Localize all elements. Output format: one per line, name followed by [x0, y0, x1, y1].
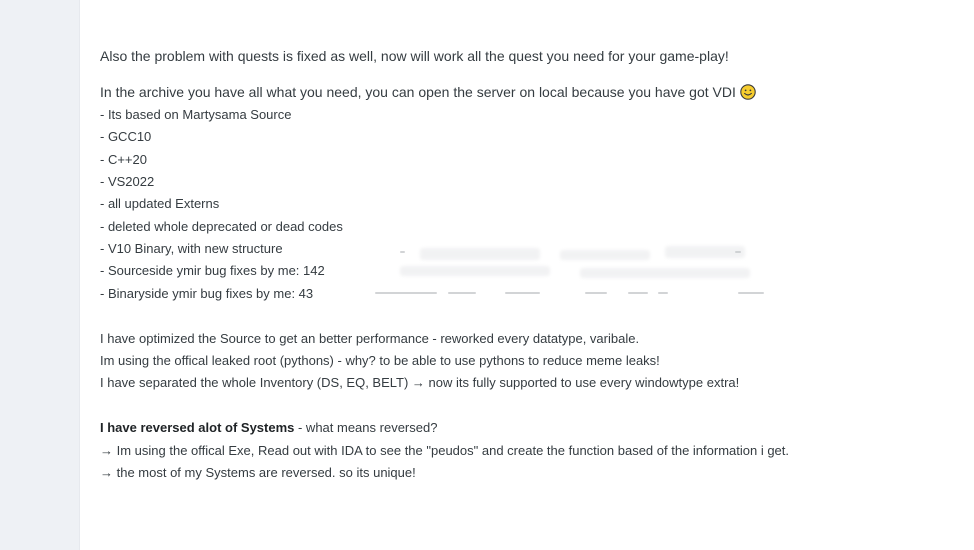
feature-item: - C++20 [100, 152, 147, 167]
reversed-heading-bold: I have reversed alot of Systems [100, 420, 295, 435]
left-sidebar [0, 0, 80, 550]
post-paragraph-quests: Also the problem with quests is fixed as well, now will work all the quest you need for your game-play! [100, 48, 729, 64]
feature-item: - V10 Binary, with new structure [100, 241, 283, 256]
smiley-face-icon [740, 84, 756, 100]
reversed-heading-rest: - what means reversed? [294, 420, 438, 435]
feature-item: - Binaryside ymir bug fixes by me: 43 [100, 286, 314, 301]
feature-item: - GCC10 [100, 129, 152, 144]
reversed-explanation: → the most of my Systems are reversed. so its unique! [100, 465, 416, 480]
post-paragraph-archive [100, 82, 756, 102]
optimization-line: I have separated the whole Inventory (DS, EQ, BELT) → now its fully supported to use every windowtype extra! [100, 375, 740, 390]
feature-item: - VS2022 [100, 174, 155, 189]
optimization-line: I have optimized the Source to get an better performance - reworked every datatype, varibale. [100, 331, 640, 346]
reversed-heading [100, 419, 437, 437]
feature-item: - Sourceside ymir bug fixes by me: 142 [100, 263, 325, 278]
feature-item: - Its based on Martysama Source [100, 107, 292, 122]
archive-text: In the archive you have all what you need, you can open the server on local because you have got VDI [100, 84, 736, 100]
optimization-line: Im using the offical leaked root (pythons) - why? to be able to use pythons to reduce meme leaks! [100, 353, 660, 368]
reversed-explanation: → Im using the offical Exe, Read out with IDA to see the "peudos" and create the function based of the information i get. [100, 443, 790, 458]
feature-item: - deleted whole deprecated or dead codes [100, 219, 343, 234]
feature-item: - all updated Externs [100, 196, 220, 211]
